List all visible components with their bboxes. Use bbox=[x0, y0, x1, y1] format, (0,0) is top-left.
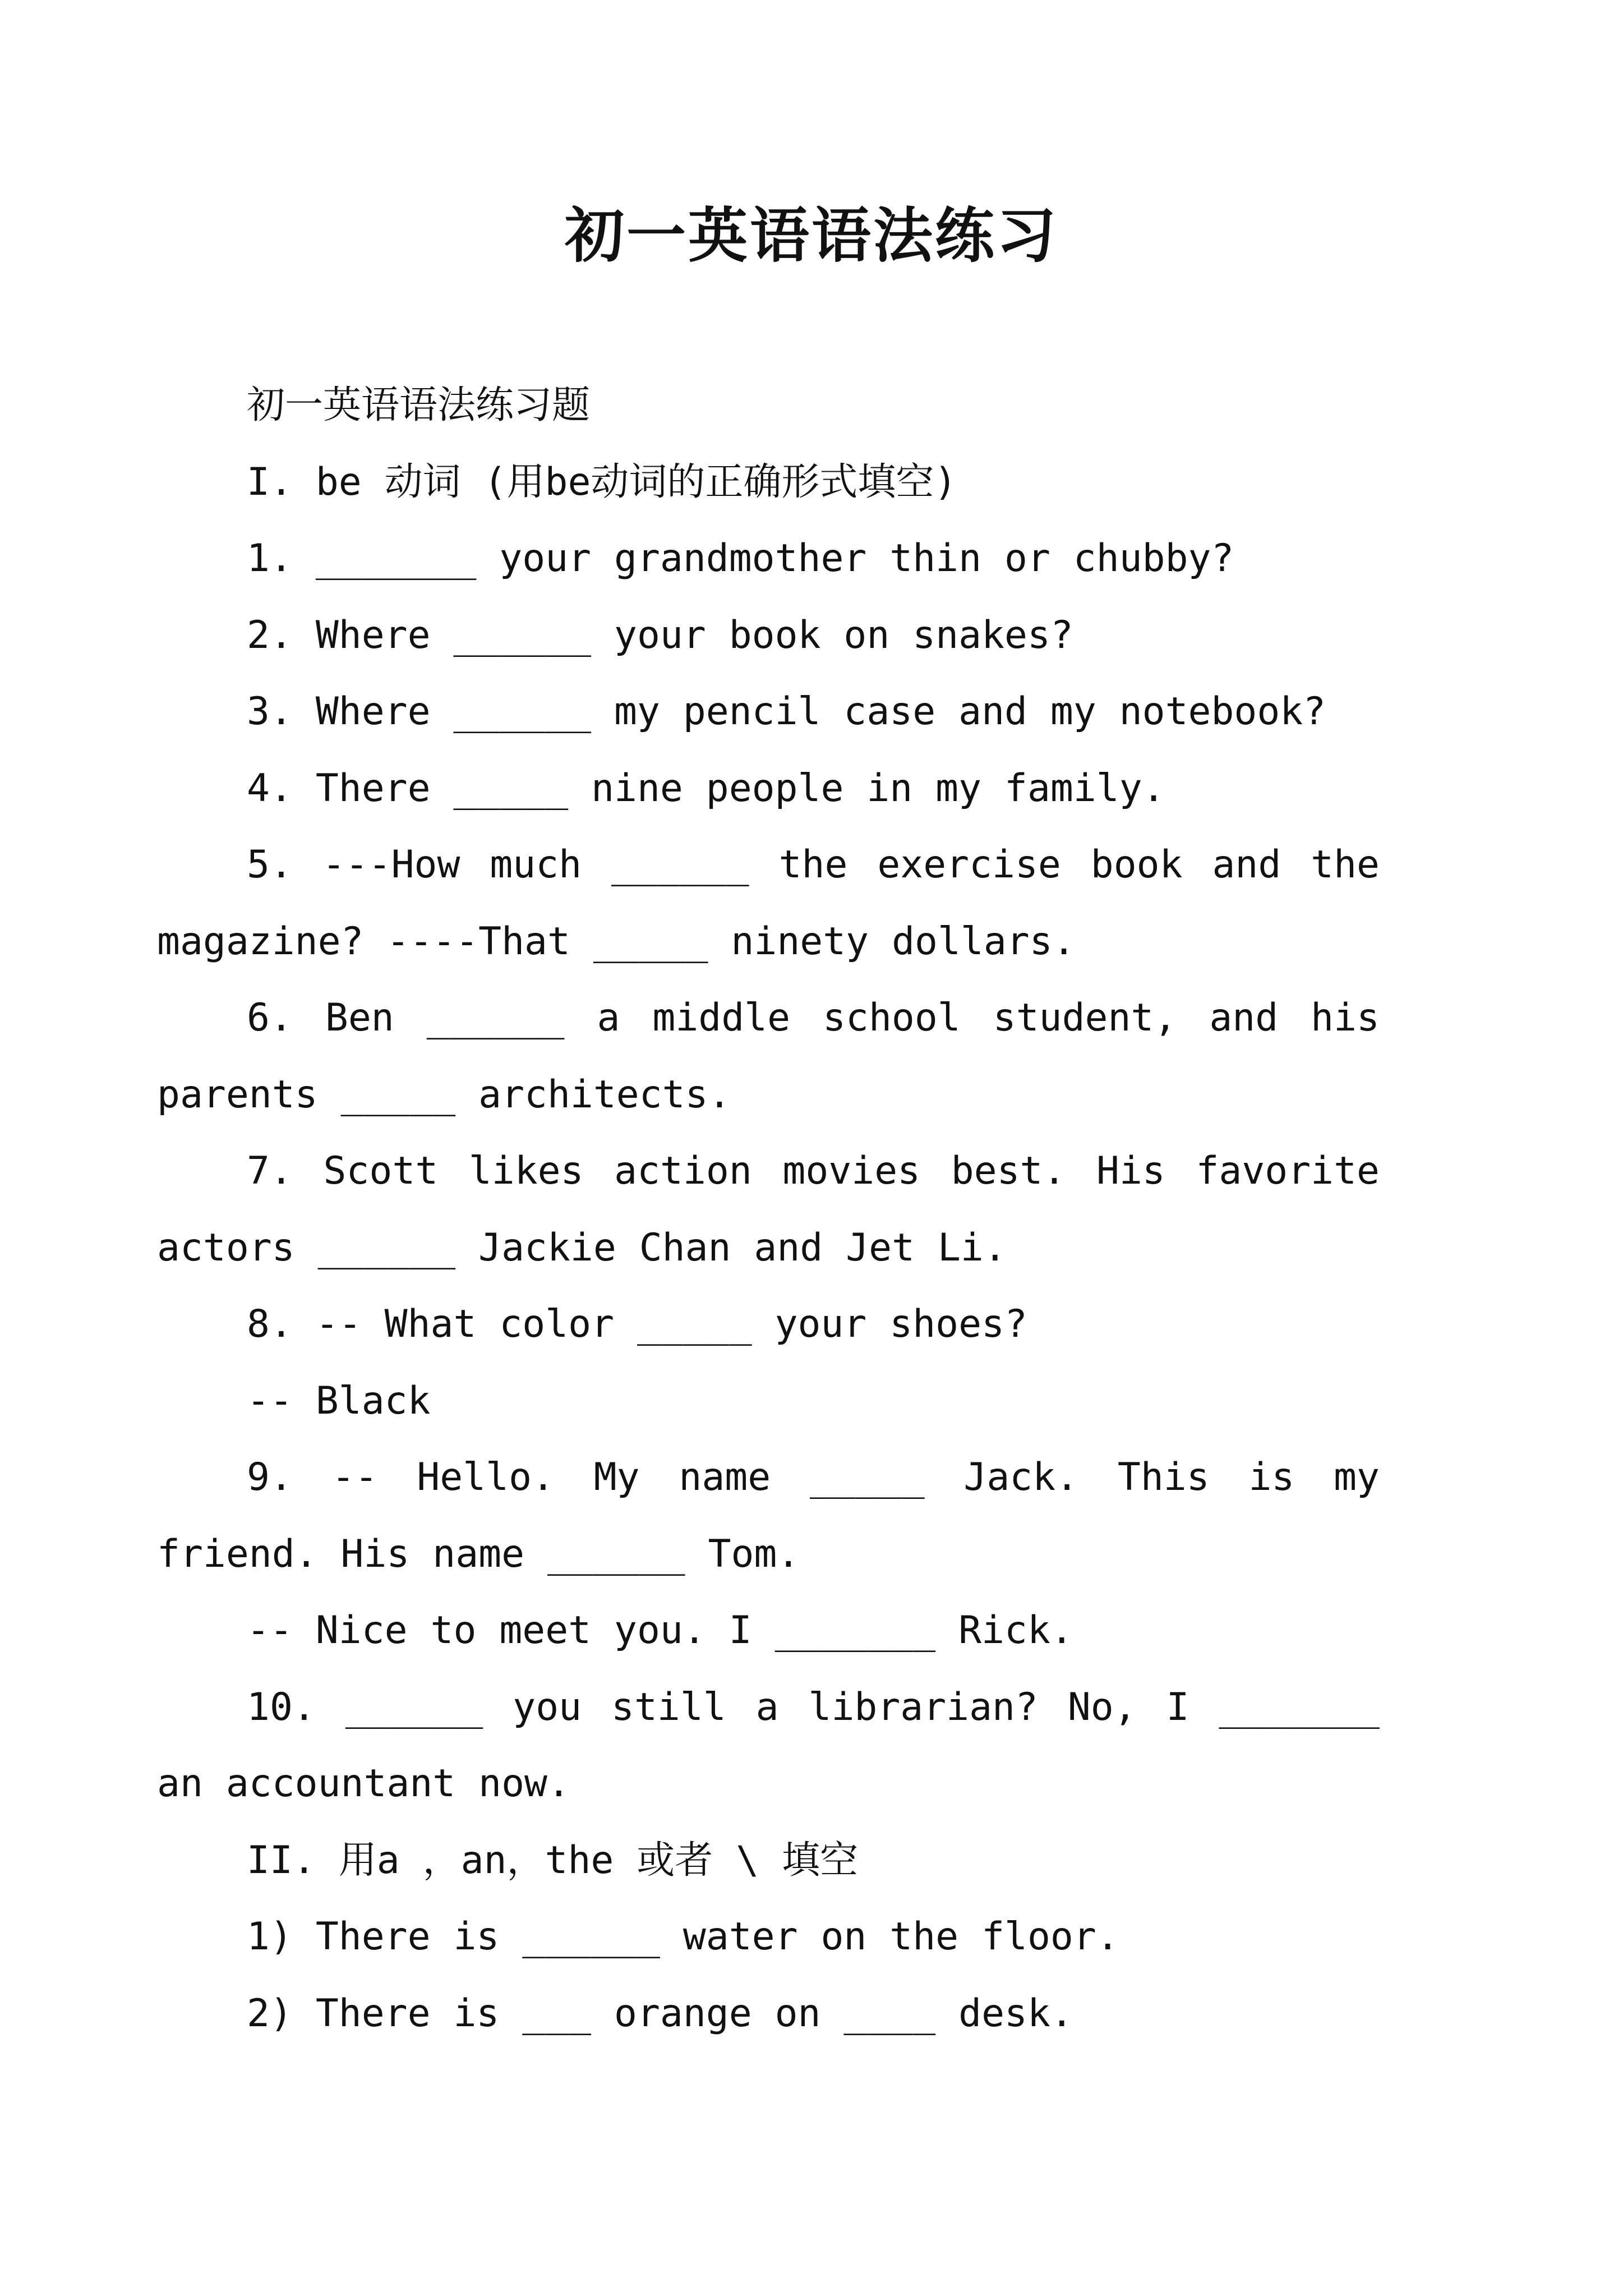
question-2: 2. Where ______ your book on snakes? bbox=[247, 613, 1073, 657]
question-5-line-2: magazine? ----That _____ ninety dollars. bbox=[157, 919, 1076, 964]
question-9-line-1: 9. -- Hello. My name _____ Jack. This is my bbox=[247, 1455, 1380, 1499]
question-9-line-2: friend. His name ______ Tom. bbox=[157, 1531, 800, 1576]
question-10-line-2: an accountant now. bbox=[157, 1761, 570, 1806]
question-8-line-2: -- Black bbox=[247, 1378, 431, 1423]
question-8-line-1: 8. -- What color _____ your shoes? bbox=[247, 1302, 1027, 1346]
question-6-line-1: 6. Ben ______ a middle school student, and his bbox=[247, 996, 1380, 1040]
question-1: 1. _______ your grandmother thin or chubby? bbox=[247, 536, 1234, 581]
question-5-line-1: 5. ---How much ______ the exercise book and the bbox=[247, 843, 1380, 887]
question-7-line-2: actors ______ Jackie Chan and Jet Li. bbox=[157, 1225, 1007, 1270]
part-heading-be-verb: I. be 动词 (用be动词的正确形式填空) bbox=[247, 459, 957, 504]
article-question-2: 2) There is ___ orange on ____ desk. bbox=[247, 1991, 1073, 2036]
question-10-line-1: 10. ______ you still a librarian? No, I _______ bbox=[247, 1685, 1380, 1729]
question-4: 4. There _____ nine people in my family. bbox=[247, 766, 1165, 811]
document-body bbox=[157, 367, 1380, 2052]
question-9-line-3: -- Nice to meet you. I _______ Rick. bbox=[247, 1608, 1073, 1653]
question-3: 3. Where ______ my pencil case and my notebook? bbox=[247, 689, 1326, 734]
page-title: 初一英语语法练习 bbox=[565, 200, 1058, 270]
article-question-1: 1) There is ______ water on the floor. bbox=[247, 1915, 1119, 1959]
question-6-line-2: parents _____ architects. bbox=[157, 1072, 731, 1117]
part-heading-articles: II. 用a ，an，the 或者 \ 填空 bbox=[247, 1838, 859, 1883]
section-heading: 初一英语语法练习题 bbox=[247, 383, 591, 427]
question-7-line-1: 7. Scott likes action movies best. His favorite bbox=[247, 1149, 1380, 1193]
